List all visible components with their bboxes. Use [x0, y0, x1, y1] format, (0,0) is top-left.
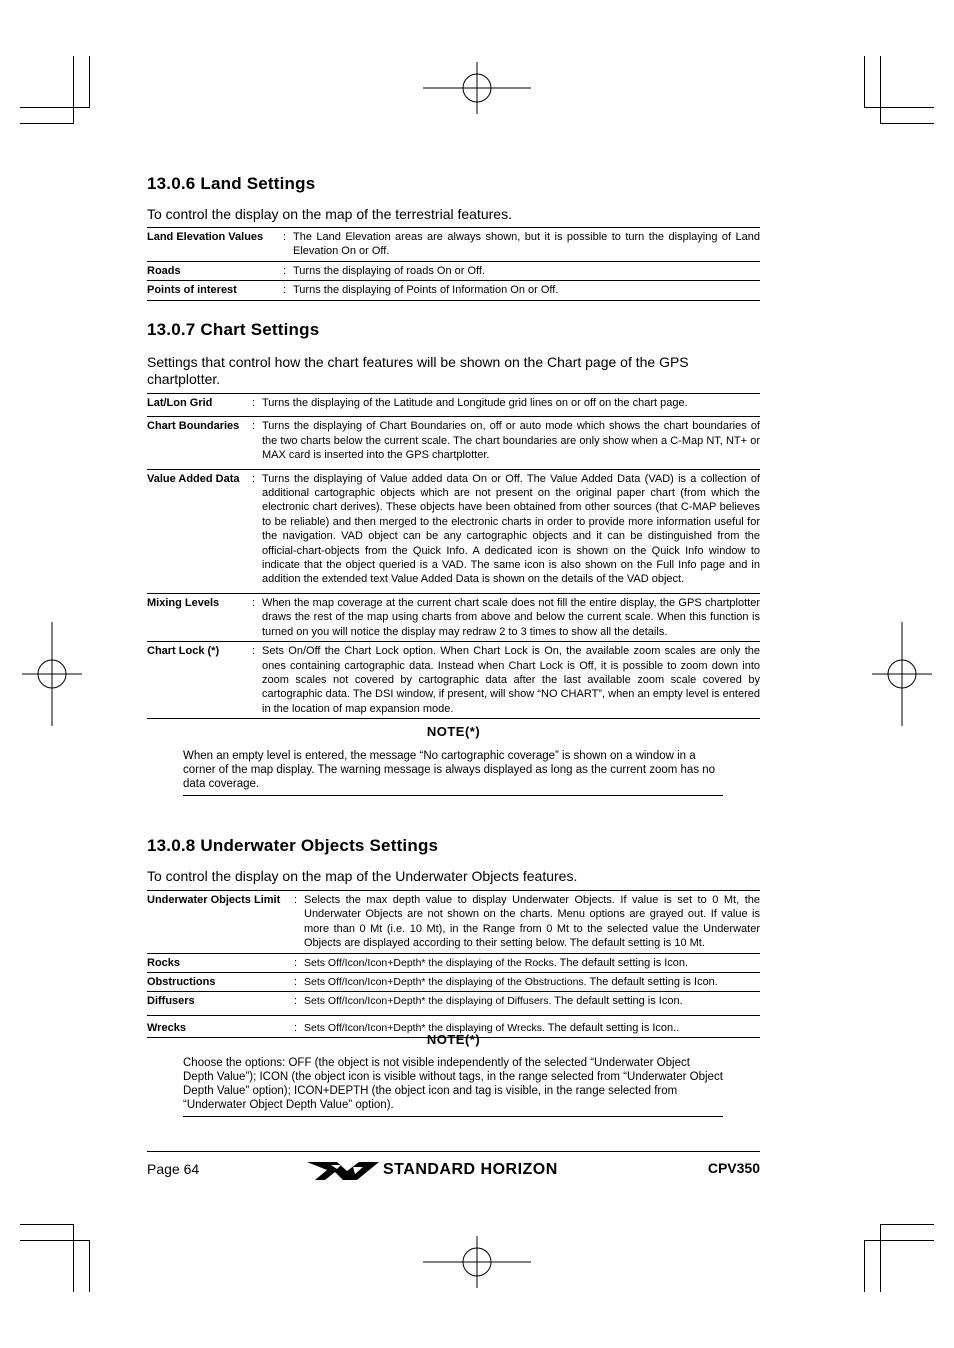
row-description: Turns the displaying of Chart Boundaries on, off or auto mode which shows the chart boundaries of the two charts below the current scale. The chart boundaries are only show when a C-Map NT, NT+ or MAX card is inserted into the GPS chartplotter.: [262, 420, 760, 462]
table-row: [147, 280, 760, 300]
row-description: Turns the displaying of the Latitude and Longitude grid lines on or off on the chart page.: [262, 397, 688, 409]
row-description: Selects the max depth value to display Underwater Objects. If value is set to 0 Mt, the Underwater Objects are not shown on the charts. Menu options are grayed out. If value is more than 0 Mt (i.e. 10 Mt), in the Range from 0 Mt to the selected value the Underwater Objects are displayed according to their setting below. The default setting is 10 Mt.: [304, 894, 760, 950]
row-term: Wrecks: [147, 1021, 186, 1034]
model-name: CPV350: [707, 1160, 760, 1176]
registration-mark-bottom: [423, 1236, 531, 1288]
row-term: Chart Lock (*): [147, 645, 220, 658]
row-term: Value Added Data: [147, 472, 240, 485]
row-description: Sets Off/Icon/Icon+Depth* the displaying of Diffusers. The default setting is Icon.: [304, 995, 683, 1008]
brand-logo: [307, 1158, 607, 1182]
section-title-chart-settings: 13.0.7 Chart Settings: [147, 320, 320, 339]
table-row: [147, 227, 760, 261]
row-description: Sets Off/Icon/Icon+Depth* the displaying of the Rocks. The default setting is Icon.: [304, 956, 689, 969]
row-term: Lat/Lon Grid: [147, 397, 213, 409]
row-description: The Land Elevation areas are always shown, but it is possible to turn the displaying of Land Elevation On or Off.: [293, 231, 760, 258]
row-colon: :: [252, 420, 256, 433]
registration-mark-left: [22, 622, 82, 726]
table-row: [147, 469, 760, 593]
row-description: Sets On/Off the Chart Lock option. When Chart Lock is On, the available zoom scales are only the ones containing cartographic data. Instead when Chart Lock is Off, it is possible to zoom down into zoom scales not covered by cartographic data after the last available zoom scale covered by cartographic data. The DSI window, if present, will show “NO CHART”, when an empty level is entered in the location of map expansion mode.: [262, 645, 760, 715]
table-row: [147, 953, 760, 972]
page-number: Page 64: [147, 1161, 200, 1177]
section-title-land-settings: 13.0.6 Land Settings: [147, 174, 316, 193]
table-row: [147, 416, 760, 468]
table-row: [147, 641, 760, 719]
row-term: Chart Boundaries: [147, 420, 240, 433]
row-term: Diffusers: [147, 995, 195, 1008]
row-term: Land Elevation Values: [147, 231, 264, 243]
section-intro-land: To control the display on the map of the terrestrial features.: [147, 206, 512, 222]
section-title-underwater-settings: 13.0.8 Underwater Objects Settings: [147, 836, 439, 855]
row-colon: :: [294, 995, 298, 1008]
row-colon: :: [283, 284, 287, 297]
row-term: Roads: [147, 264, 181, 277]
brand-emblem-icon: [307, 1159, 379, 1181]
chart-settings-table: [147, 393, 760, 719]
row-description: Turns the displaying of Value added data On or Off. The Value Added Data (VAD) is a collection of additional cartographic objects which are not present on the original paper chart (from which the electronic chart derives). These objects have been obtained from other sources (that C-MAP believes to be reliable) and then merged to the electronic charts in order to provide more information useful for the navigation. VAD object can be any cartographic objects and it can be distinguished from the official-chart-objects from the Quick Info. A dedicated icon is shown on the Quick Info window to indicate that the object queried is a VAD. The same icon is also shown on the Full Info page and in addition the extended text Value Added Data is shown on the details of the VAD object.: [262, 472, 760, 586]
footer-rule: [147, 1151, 760, 1152]
row-term: Obstructions: [147, 976, 216, 989]
row-term: Rocks: [147, 956, 181, 969]
underwater-settings-table: [147, 890, 760, 1038]
row-term: Mixing Levels: [147, 596, 220, 609]
row-colon: :: [252, 645, 256, 658]
section-intro-chart: Settings that control how the chart features will be shown on the Chart page of the GPS chartplotter.: [147, 354, 689, 387]
land-settings-table: [147, 227, 760, 301]
registration-mark-right: [872, 622, 932, 726]
row-colon: :: [294, 894, 298, 906]
row-colon: :: [283, 231, 287, 243]
table-row: [147, 972, 760, 991]
row-description: Sets Off/Icon/Icon+Depth* the displaying of Wrecks. The default setting is Icon..: [304, 1021, 680, 1034]
row-description: When the map coverage at the current chart scale does not fill the entire display, the GPS chartplotter draws the rest of the map using charts from above and below the current scale. When this function is turned on you will notice the display may redraw 2 to 3 times to show all the details.: [262, 596, 760, 638]
row-colon: :: [252, 397, 256, 409]
row-description: Sets Off/Icon/Icon+Depth* the displaying of the Obstructions. The default setting is Icon.: [304, 976, 718, 989]
note-title-underwater: NOTE(*): [426, 1032, 481, 1047]
brand-name: STANDARD HORIZON: [383, 1161, 558, 1178]
row-colon: :: [252, 596, 256, 609]
row-term: Underwater Objects Limit: [147, 894, 281, 906]
note-body-underwater: Choose the options: OFF (the object is not visible independently of the selected “Underwater Object Depth Value”); ICON (the object icon is visible without tags, in the range selected from “Underwater Object Depth Value” option); ICON+DEPTH (the object icon and tag is visible, in the range selected from “Underwater Object Depth Value” option).: [183, 1056, 723, 1117]
table-row: [147, 593, 760, 641]
row-description: Turns the displaying of Points of Information On or Off.: [293, 284, 559, 297]
note-title-chart: NOTE(*): [426, 724, 481, 739]
table-row: [147, 393, 760, 416]
row-colon: :: [294, 976, 298, 989]
row-colon: :: [294, 1021, 298, 1034]
row-term: Points of interest: [147, 284, 237, 297]
row-colon: :: [283, 264, 287, 277]
row-colon: :: [294, 956, 298, 969]
row-description: Turns the displaying of roads On or Off.: [293, 264, 485, 277]
section-intro-underwater: To control the display on the map of the Underwater Objects features.: [147, 868, 578, 884]
note-body-chart: When an empty level is entered, the message “No cartographic coverage” is shown on a window in a corner of the map display. The warning message is always displayed as long as the current zoom has no data coverage.: [183, 749, 723, 796]
table-row: [147, 261, 760, 280]
registration-mark-top: [423, 62, 531, 114]
row-colon: :: [252, 472, 256, 485]
table-row: [147, 890, 760, 953]
table-row: [147, 991, 760, 1014]
